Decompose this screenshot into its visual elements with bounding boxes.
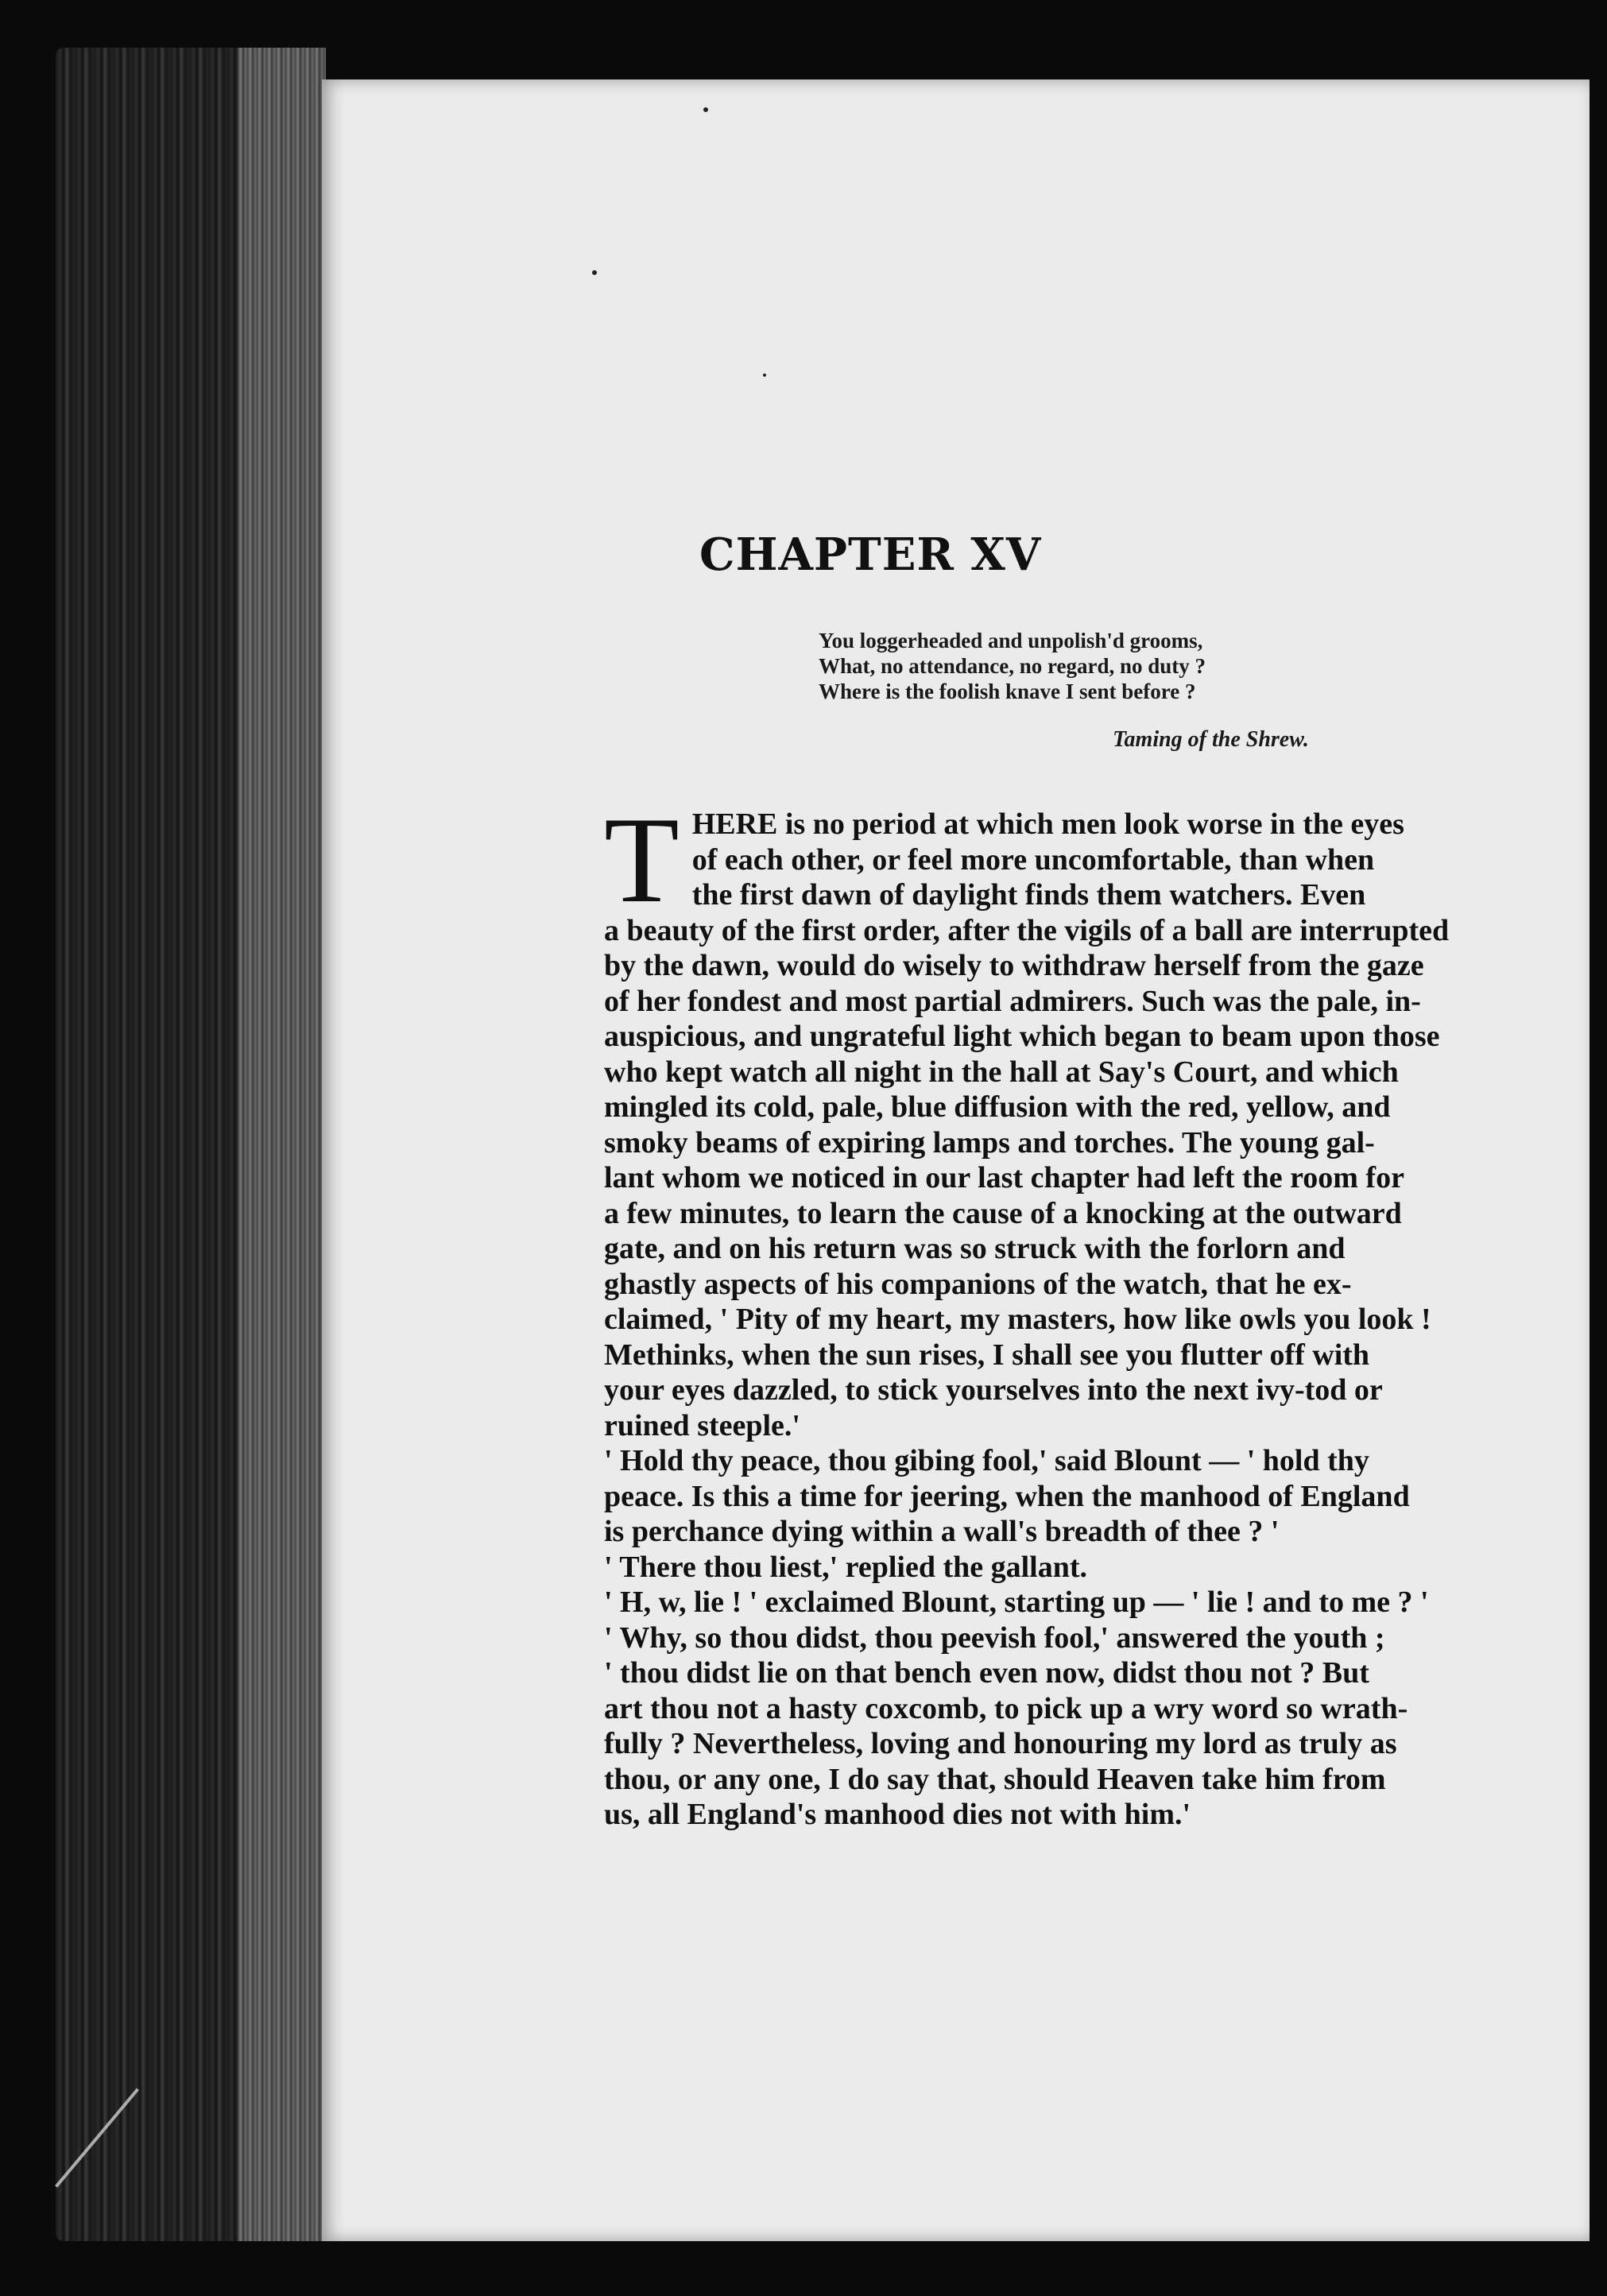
text-line: ' H, w, lie ! ' exclaimed Blount, starting up — ' lie ! and to me ? ' bbox=[604, 1586, 1429, 1619]
speck bbox=[592, 270, 597, 275]
paragraph bbox=[604, 1550, 1578, 1586]
book-page bbox=[322, 79, 1590, 2241]
epigraph bbox=[819, 628, 1494, 704]
paragraph bbox=[604, 1620, 1578, 1833]
book-page-edges bbox=[56, 48, 326, 2241]
epigraph-line: You loggerheaded and unpolish'd grooms, bbox=[819, 629, 1203, 652]
text-line: thou, or any one, I do say that, should Heaven take him from bbox=[604, 1762, 1386, 1796]
text-line: claimed, ' Pity of my heart, my masters, how like owls you look ! bbox=[604, 1303, 1431, 1336]
text-line: a beauty of the first order, after the vigils of a ball are interrupted bbox=[604, 913, 1450, 947]
speck bbox=[703, 107, 708, 112]
paragraph bbox=[604, 1585, 1578, 1620]
epigraph-source: Taming of the Shrew. bbox=[1113, 727, 1309, 752]
text-line: gate, and on his return was so struck with the forlorn and bbox=[604, 1232, 1346, 1265]
text-line: ' Hold thy peace, thou gibing fool,' said Blount — ' hold thy bbox=[604, 1444, 1369, 1477]
text-line: of her fondest and most partial admirers. Such was the pale, in- bbox=[604, 984, 1421, 1018]
text-line: Methinks, when the sun rises, I shall see you flutter off with bbox=[604, 1338, 1370, 1372]
paragraph bbox=[604, 1443, 1578, 1550]
epigraph-line: What, no attendance, no regard, no duty ? bbox=[819, 654, 1206, 678]
text-line: is perchance dying within a wall's breadth of thee ? ' bbox=[604, 1515, 1280, 1548]
text-line: your eyes dazzled, to stick yourselves into the next ivy-tod or bbox=[604, 1373, 1383, 1407]
text-line: HERE is no period at which men look worse in the eyes bbox=[691, 807, 1404, 841]
text-line: who kept watch all night in the hall at Say's Court, and which bbox=[604, 1055, 1399, 1089]
text-line: by the dawn, would do wisely to withdraw herself from the gaze bbox=[604, 949, 1424, 982]
speck bbox=[763, 374, 766, 377]
text-line: ' There thou liest,' replied the gallant. bbox=[604, 1550, 1088, 1584]
chapter-body bbox=[604, 792, 1578, 1833]
text-line: peace. Is this a time for jeering, when the manhood of England bbox=[604, 1479, 1410, 1513]
text-line: the first dawn of daylight finds them watchers. Even bbox=[691, 878, 1366, 912]
text-line: ghastly aspects of his companions of the watch, that he ex- bbox=[604, 1267, 1352, 1301]
text-line: art thou not a hasty coxcomb, to pick up a wry word so wrath- bbox=[604, 1691, 1408, 1725]
text-line: of each other, or feel more uncomfortable, than when bbox=[691, 842, 1375, 877]
text-line: us, all England's manhood dies not with him.' bbox=[604, 1798, 1191, 1831]
text-line: ' Why, so thou didst, thou peevish fool,' answered the youth ; bbox=[604, 1620, 1385, 1655]
text-line: ruined steeple.' bbox=[604, 1408, 800, 1442]
chapter-heading: CHAPTER XV bbox=[699, 529, 1042, 581]
paragraph bbox=[604, 792, 1578, 1443]
text-line: fully ? Nevertheless, loving and honouring my lord as truly as bbox=[604, 1727, 1397, 1760]
text-line: ' thou didst lie on that bench even now, didst thou not ? But bbox=[604, 1656, 1369, 1690]
text-line: a few minutes, to learn the cause of a knocking at the outward bbox=[604, 1196, 1402, 1230]
text-line: auspicious, and ungrateful light which began to beam upon those bbox=[604, 1020, 1440, 1053]
drop-cap: T bbox=[604, 792, 680, 928]
epigraph-line: Where is the foolish knave I sent before ? bbox=[819, 680, 1196, 703]
text-line: lant whom we noticed in our last chapter had left the room for bbox=[604, 1161, 1404, 1194]
text-line: mingled its cold, pale, blue diffusion with the red, yellow, and bbox=[604, 1090, 1391, 1124]
text-line: smoky beams of expiring lamps and torches. The young gal- bbox=[604, 1125, 1375, 1160]
